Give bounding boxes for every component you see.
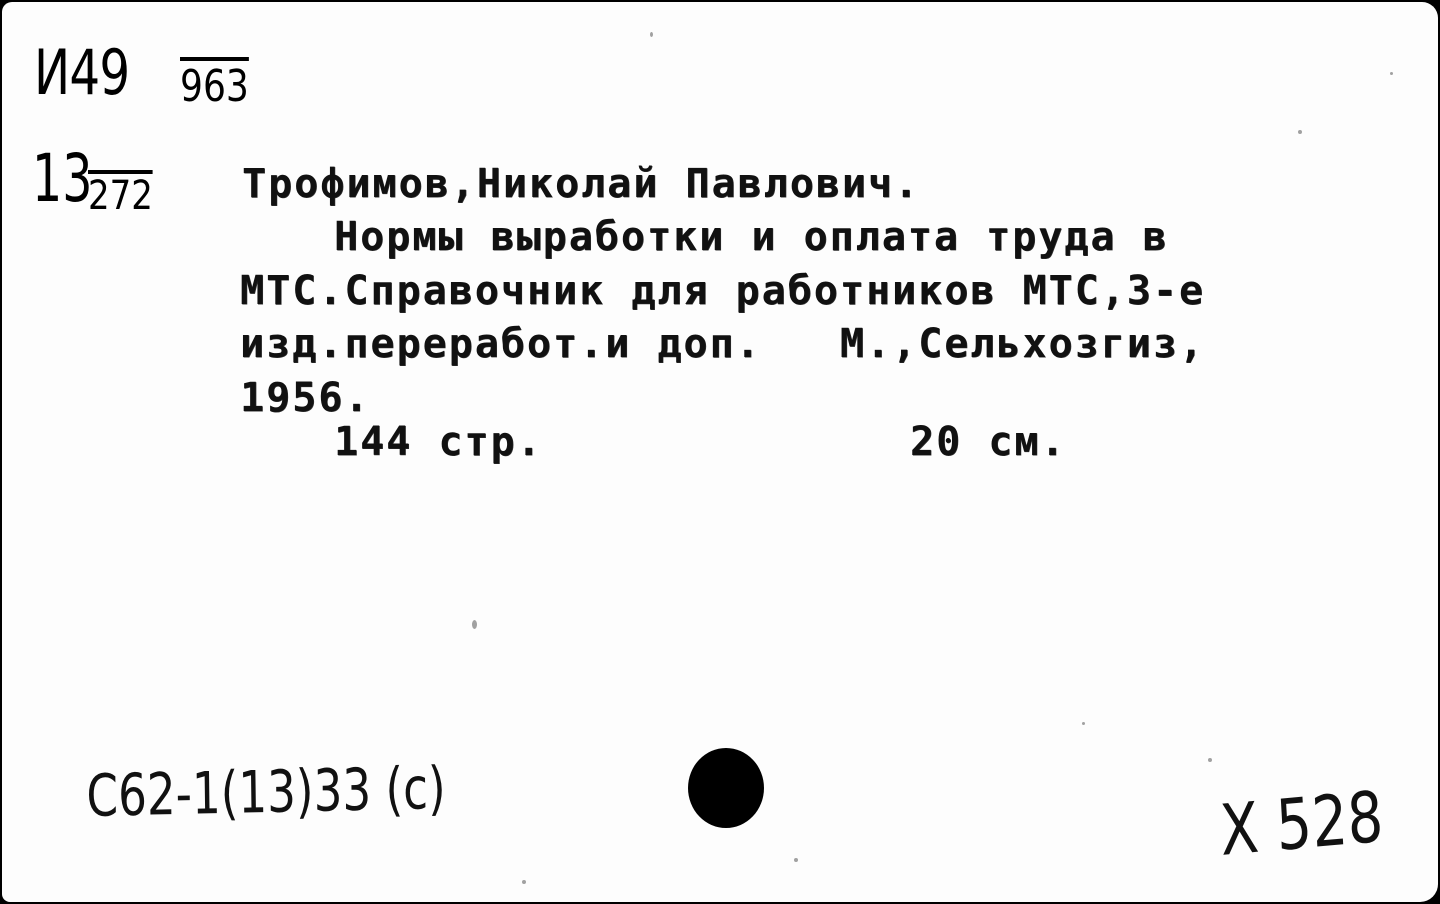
title-line-1: Нормы выработки и оплата труда в bbox=[334, 214, 1169, 260]
card-punch-hole bbox=[688, 748, 764, 828]
page-count: 144 стр. bbox=[334, 419, 543, 465]
speck bbox=[650, 32, 653, 37]
speck bbox=[1082, 722, 1085, 725]
book-size: 20 см. bbox=[910, 419, 1067, 465]
speck bbox=[472, 620, 477, 629]
speck bbox=[1208, 758, 1212, 762]
speck bbox=[1298, 130, 1302, 134]
author-heading: Трофимов,Николай Павлович. bbox=[242, 161, 921, 207]
classification-code: C62-1(13)33 (c) bbox=[86, 753, 447, 830]
speck bbox=[522, 880, 526, 884]
shelfmark-line2-number: 272 bbox=[88, 170, 153, 218]
inventory-number: X 528 bbox=[1218, 775, 1386, 872]
shelfmark-line1-number: 963 bbox=[180, 57, 249, 111]
speck bbox=[794, 858, 798, 862]
title-line-2: МТС.Справочник для работников МТС,3-е bbox=[240, 268, 1206, 314]
title-line-3: изд.переработ.и доп. М.,Сельхозгиз, bbox=[240, 321, 1206, 367]
catalog-card bbox=[2, 2, 1438, 902]
shelfmark-line2-prefix: 13 bbox=[32, 140, 93, 217]
publication-year: 1956. bbox=[240, 375, 371, 421]
speck bbox=[1390, 72, 1393, 75]
shelfmark-line1-prefix: И49 bbox=[34, 36, 130, 109]
